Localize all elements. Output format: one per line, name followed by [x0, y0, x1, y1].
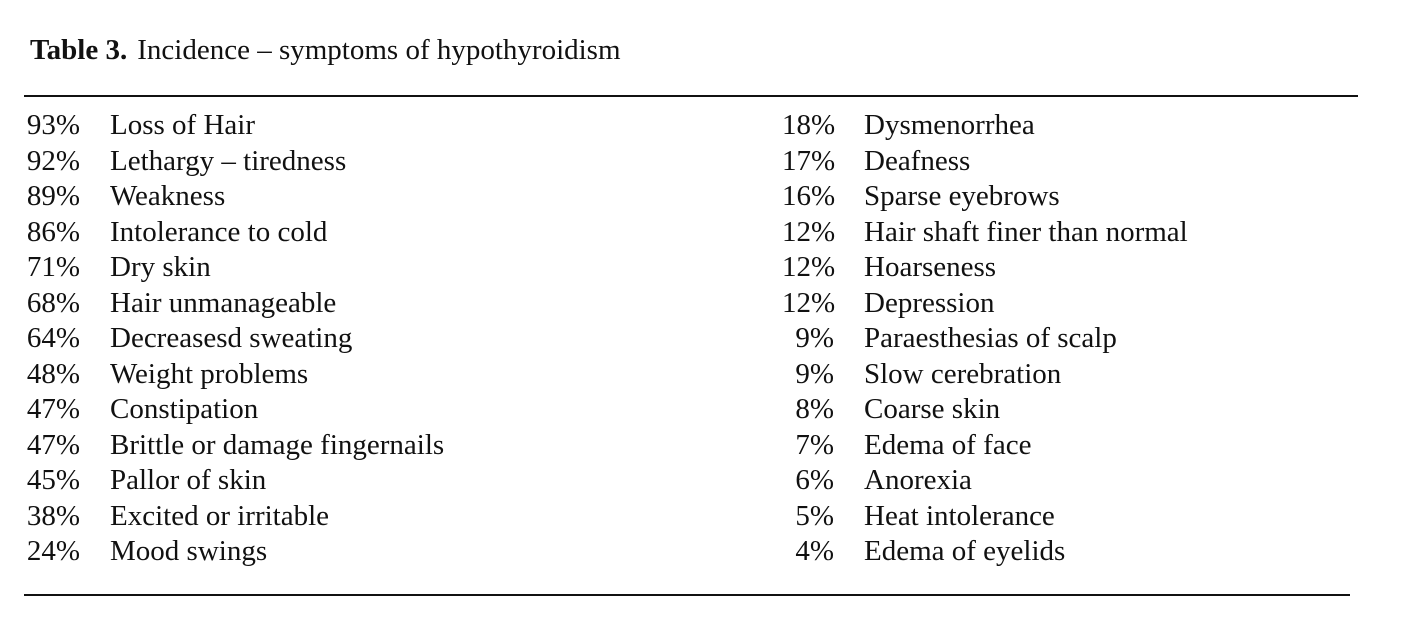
table-row — [22, 463, 444, 499]
symptom: Loss of Hair — [110, 109, 255, 141]
symptom: Slow cerebration — [864, 357, 1062, 390]
symptom: Paraesthesias of scalp — [864, 322, 1117, 354]
percentage: 47% — [26, 393, 80, 425]
bottom-rule — [24, 594, 1350, 596]
left-column — [22, 108, 444, 570]
table-row — [782, 392, 1188, 428]
percentage: 12% — [782, 215, 836, 248]
percentage: 16% — [782, 180, 836, 212]
symptom: Hair unmanageable — [110, 286, 337, 319]
symptom: Brittle or damage fingernails — [110, 428, 445, 461]
table-row — [782, 499, 1188, 535]
percentage: 64% — [26, 322, 80, 354]
table-row — [782, 286, 1188, 322]
table-row — [22, 144, 444, 180]
table-row — [22, 250, 444, 286]
table-row — [22, 428, 444, 464]
percentage: 17% — [782, 144, 836, 177]
table-row — [782, 215, 1188, 251]
table-row — [22, 499, 444, 535]
percentage: 68% — [26, 286, 80, 319]
table-row — [782, 179, 1188, 215]
right-column — [782, 108, 1188, 570]
percentage: 12% — [782, 251, 836, 283]
symptom: Coarse skin — [864, 393, 1001, 425]
table-row — [22, 321, 444, 357]
table-row — [22, 215, 444, 251]
percentage: 9% — [795, 322, 834, 354]
percentage: 86% — [26, 215, 80, 248]
symptom: Decreasesd sweating — [110, 322, 353, 354]
percentage: 12% — [782, 286, 836, 319]
symptom: Hoarseness — [864, 251, 997, 283]
table-row — [782, 463, 1188, 499]
table-row — [782, 108, 1188, 144]
symptom: Weakness — [110, 180, 226, 212]
table-row — [782, 357, 1188, 393]
table-row — [22, 108, 444, 144]
table-row — [22, 534, 444, 570]
percentage: 18% — [782, 109, 836, 141]
percentage: 9% — [795, 357, 834, 390]
table-title: Incidence – symptoms of hypothyroidism — [137, 34, 621, 66]
top-rule — [24, 95, 1358, 97]
symptom: Mood swings — [110, 535, 268, 567]
symptom: Excited or irritable — [110, 499, 330, 532]
percentage: 47% — [26, 428, 80, 461]
percentage: 6% — [795, 464, 834, 496]
symptom: Pallor of skin — [110, 464, 267, 496]
symptom: Dysmenorrhea — [864, 109, 1035, 141]
symptom: Constipation — [110, 393, 259, 425]
table-row — [22, 179, 444, 215]
symptom: Intolerance to cold — [110, 215, 328, 248]
percentage: 5% — [795, 499, 834, 532]
symptom: Heat intolerance — [864, 499, 1055, 532]
percentage: 24% — [26, 535, 80, 567]
table-row — [22, 357, 444, 393]
table-row — [782, 144, 1188, 180]
percentage: 89% — [26, 180, 80, 212]
percentage: 38% — [26, 499, 80, 532]
table-row — [782, 428, 1188, 464]
symptom: Deafness — [864, 144, 971, 177]
symptom: Edema of eyelids — [864, 535, 1066, 567]
symptom: Edema of face — [864, 428, 1032, 461]
percentage: 8% — [795, 393, 834, 425]
table-row — [782, 321, 1188, 357]
percentage: 45% — [26, 464, 80, 496]
percentage: 7% — [795, 428, 834, 461]
symptom: Anorexia — [864, 464, 972, 496]
table-caption — [30, 30, 621, 70]
percentage: 48% — [26, 357, 80, 390]
symptom: Hair shaft finer than normal — [864, 215, 1188, 248]
table-row — [782, 534, 1188, 570]
percentage: 92% — [26, 144, 80, 177]
percentage: 93% — [26, 109, 80, 141]
symptom: Depression — [864, 286, 995, 319]
percentage: 4% — [795, 535, 834, 567]
table-row — [22, 286, 444, 322]
table-label: Table 3. — [30, 34, 128, 66]
table-row — [782, 250, 1188, 286]
symptom: Lethargy – tiredness — [110, 144, 347, 177]
symptom: Weight problems — [110, 357, 309, 390]
symptom: Dry skin — [110, 251, 211, 283]
table-row — [22, 392, 444, 428]
percentage: 71% — [26, 251, 80, 283]
symptom: Sparse eyebrows — [864, 180, 1060, 212]
